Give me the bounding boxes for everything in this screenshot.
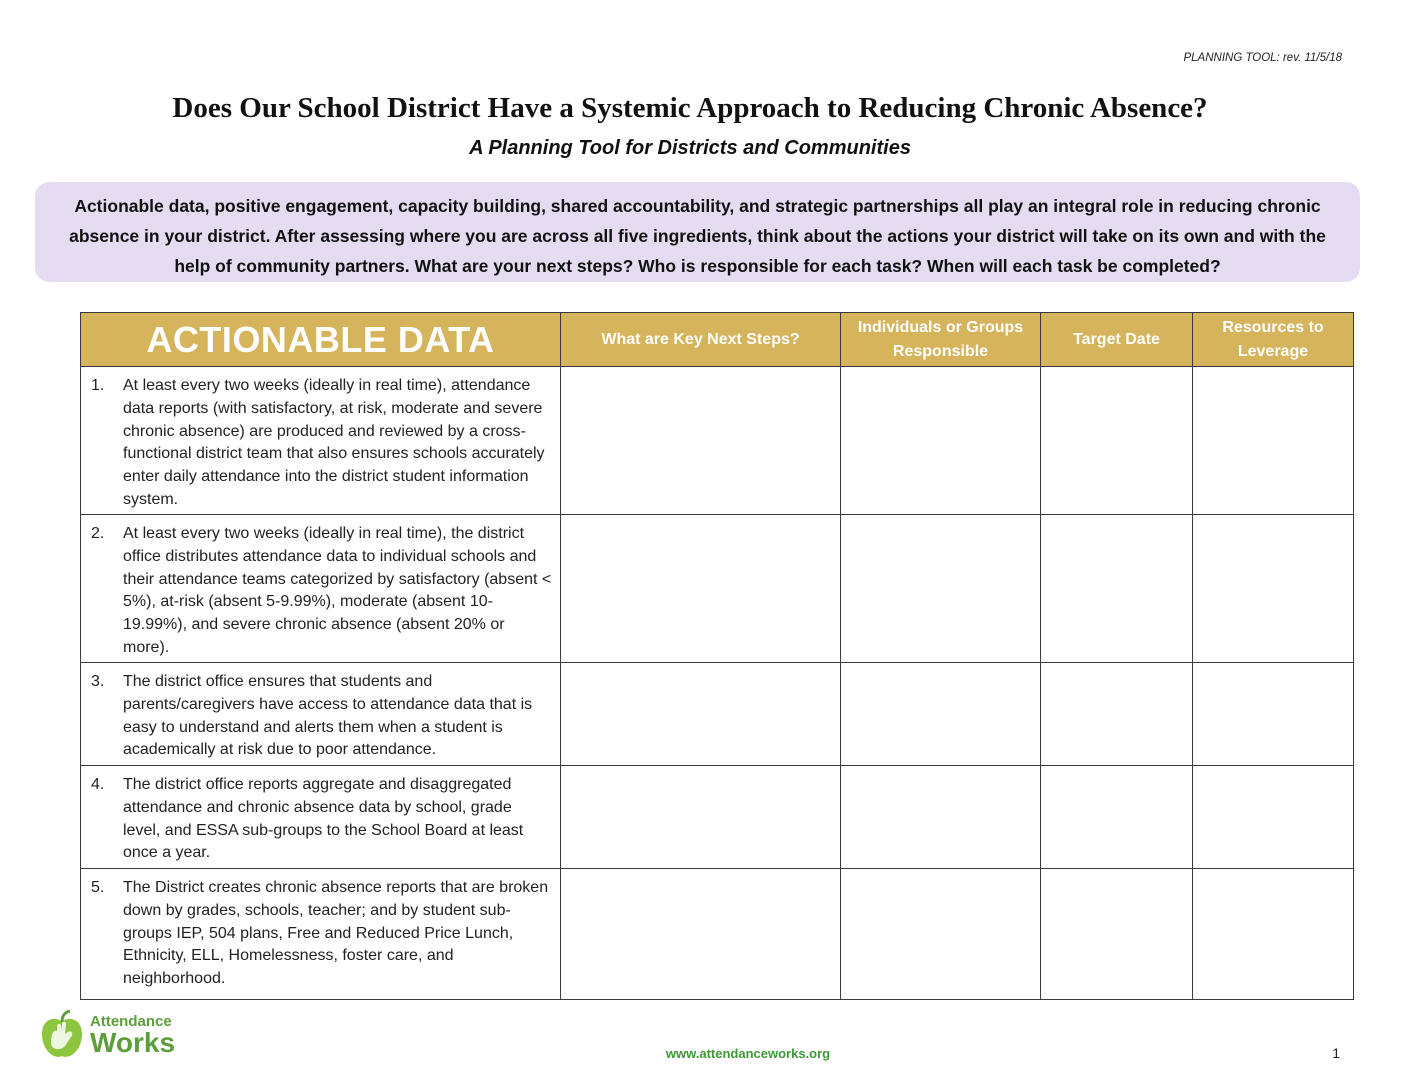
criterion-number: 4.: [91, 776, 105, 793]
target-date-cell[interactable]: [1041, 663, 1193, 766]
resources-cell[interactable]: [1193, 663, 1354, 766]
section-title: ACTIONABLE DATA: [81, 313, 561, 367]
table-header-row: [81, 313, 1354, 367]
column-header-resources: Resources to Leverage: [1193, 313, 1354, 367]
criterion-text: The district office reports aggregate and disaggregated attendance and chronic absence data by school, grade level, and ESSA sub-groups to the School Board at least once a year.: [123, 776, 524, 862]
responsible-cell[interactable]: [841, 766, 1041, 869]
page-title: Does Our School District Have a Systemic Approach to Reducing Chronic Absence?: [172, 92, 1208, 124]
criterion-cell: [81, 869, 561, 1000]
target-date-cell[interactable]: [1041, 515, 1193, 663]
target-date-cell[interactable]: [1041, 869, 1193, 1000]
table-row: [81, 515, 1354, 663]
criterion-text: At least every two weeks (ideally in real time), the district office distributes attendance data to individual schools and their attendance teams categorized by satisfactory (absent < 5%), at-risk (absent 5-9.99%), moderate (absent 10-19.99%), and severe chronic absence (absent 20% or more).: [123, 525, 552, 656]
next-steps-cell[interactable]: [561, 869, 841, 1000]
resources-cell[interactable]: [1193, 515, 1354, 663]
next-steps-cell[interactable]: [561, 515, 841, 663]
criterion-number: 5.: [91, 879, 105, 896]
column-header-responsible: Individuals or Groups Responsible: [841, 313, 1041, 367]
criterion-cell: [81, 515, 561, 663]
criterion-cell: [81, 663, 561, 766]
page-subtitle: A Planning Tool for Districts and Communities: [469, 137, 911, 159]
responsible-cell[interactable]: [841, 367, 1041, 515]
table-row: [81, 766, 1354, 869]
resources-cell[interactable]: [1193, 367, 1354, 515]
responsible-cell[interactable]: [841, 869, 1041, 1000]
table-row: [81, 367, 1354, 515]
logo-text-works: Works: [90, 1027, 176, 1058]
criterion-text: The district office ensures that students and parents/caregivers have access to attendance data that is easy to understand and alerts them when a student is academically at risk due to poor attendance.: [123, 673, 533, 759]
criterion-number: 1.: [91, 377, 105, 394]
criterion-cell: [81, 367, 561, 515]
next-steps-cell[interactable]: [561, 367, 841, 515]
target-date-cell[interactable]: [1041, 367, 1193, 515]
target-date-cell[interactable]: [1041, 766, 1193, 869]
responsible-cell[interactable]: [841, 515, 1041, 663]
criterion-number: 2.: [91, 525, 105, 542]
column-header-next-steps: What are Key Next Steps?: [561, 313, 841, 367]
table-row: [81, 663, 1354, 766]
criterion-text: At least every two weeks (ideally in real time), attendance data reports (with satisfactory, at risk, moderate and severe chronic absence) are produced and reviewed by a cross-functional district team that also ensures schools accurately enter daily attendance into the district student information system.: [123, 377, 545, 508]
criterion-text: The District creates chronic absence reports that are broken down by grades, schools, teacher; and by student sub-groups IEP, 504 plans, Free and Reduced Price Lunch, Ethnicity, ELL, Homelessness, foster care, and neighborhood.: [123, 879, 549, 988]
revision-note: PLANNING TOOL: rev. 11/5/18: [1183, 52, 1342, 64]
next-steps-cell[interactable]: [561, 766, 841, 869]
resources-cell[interactable]: [1193, 869, 1354, 1000]
next-steps-cell[interactable]: [561, 663, 841, 766]
website-link[interactable]: www.attendanceworks.org: [665, 1046, 831, 1061]
criterion-number: 3.: [91, 673, 105, 690]
logo-text-attendance: Attendance: [90, 1013, 172, 1030]
planning-table: [80, 312, 1354, 1000]
criterion-cell: [81, 766, 561, 869]
column-header-target-date: Target Date: [1041, 313, 1193, 367]
responsible-cell[interactable]: [841, 663, 1041, 766]
table-row: [81, 869, 1354, 1000]
intro-box: [35, 182, 1360, 282]
page-number: 1: [1332, 1045, 1340, 1061]
intro-text: Actionable data, positive engagement, capacity building, shared accountability, and strategic partnerships all play an integral role in reducing chronic absence in your district. After assessing where you are across all five ingredients, think about the actions your district will take on its own and with the help of community partners. What are your next steps? Who is responsible for each task? When will each task be completed?: [69, 196, 1326, 276]
resources-cell[interactable]: [1193, 766, 1354, 869]
